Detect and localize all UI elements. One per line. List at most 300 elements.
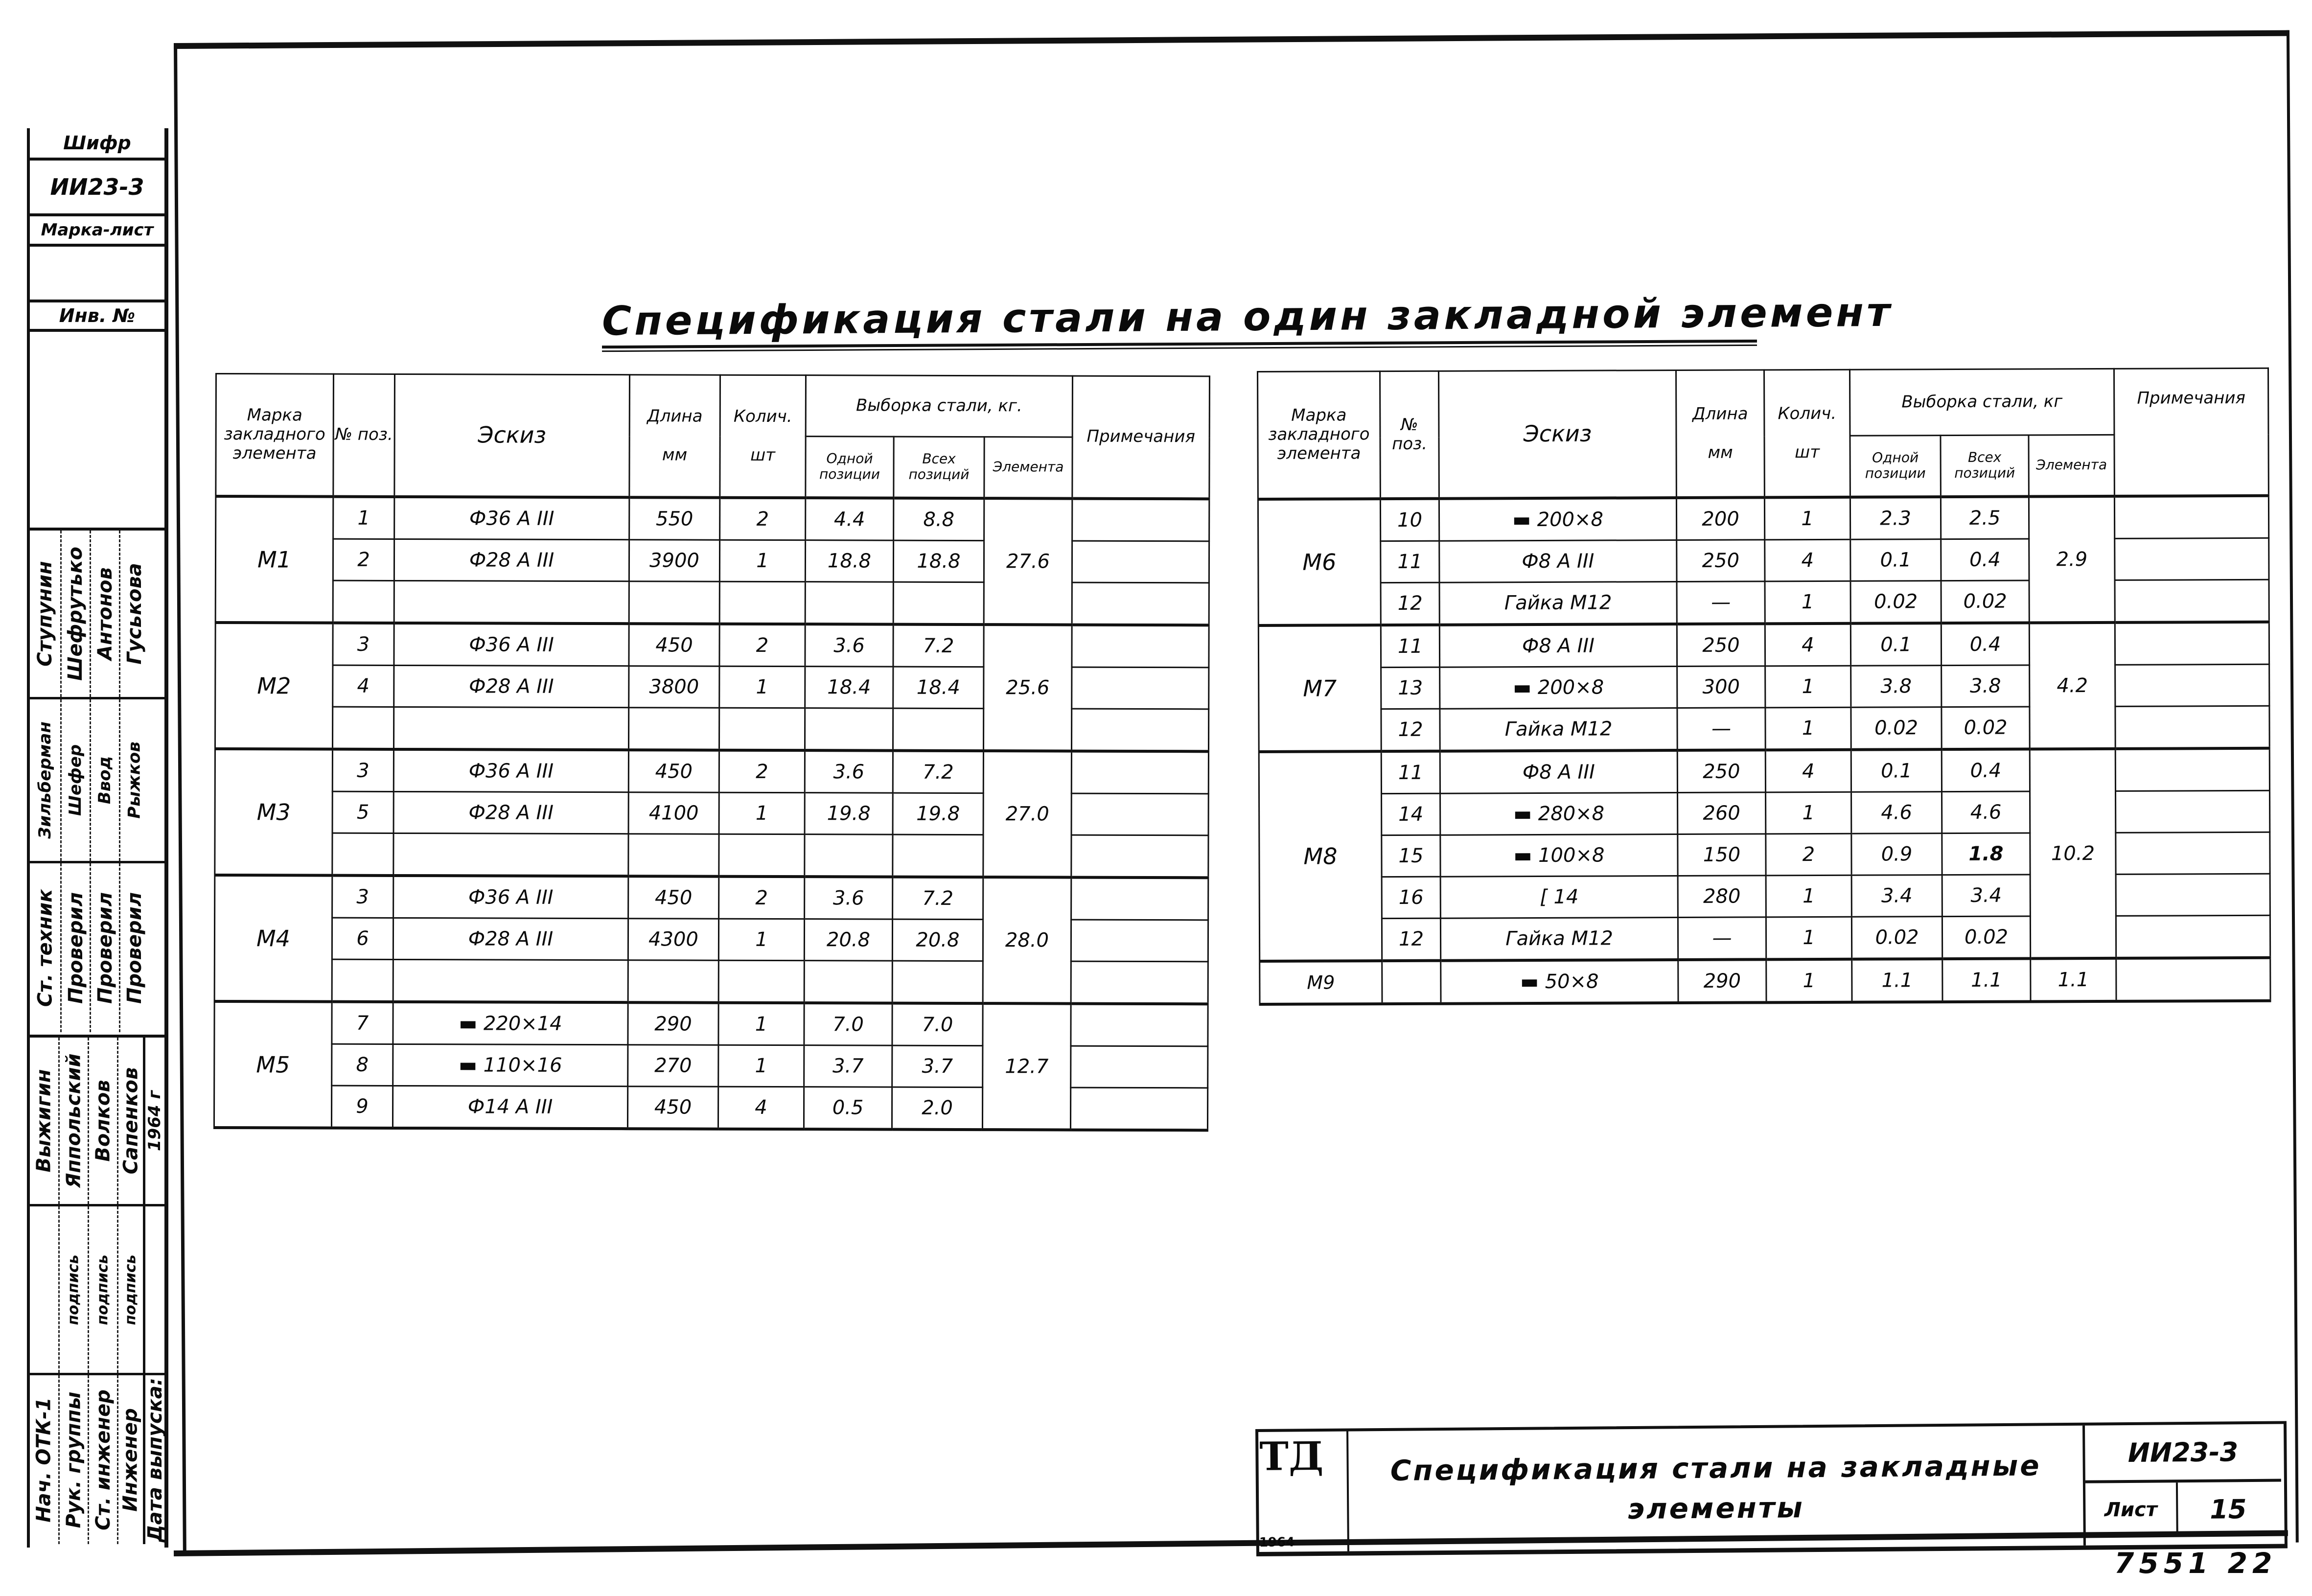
document-code: ИИ23-3 [2085,1424,2281,1483]
table-row [215,623,1209,668]
qty-cell [719,581,805,624]
element-total-cell: 27.0 [983,751,1072,877]
length-cell: 200 [1676,497,1764,540]
weight-one-cell: 0.9 [1851,833,1942,875]
col-header-mark [1258,371,1381,499]
length-cell: 300 [1677,666,1765,708]
spec-table-left [213,373,1210,1132]
pos-cell: 1 [333,496,394,539]
pos-cell: 12 [1382,918,1440,961]
element-total-cell: 12.7 [982,1003,1071,1130]
archive-number: 7551 22 [2114,1547,2277,1580]
length-cell [628,707,719,750]
note-cell [2115,538,2269,580]
qty-cell [719,834,805,877]
col-header-sketch: Эскиз [1439,370,1677,499]
length-cell: 450 [627,1086,718,1129]
header-unit: шт [1795,442,1820,462]
col-header-pos [1380,371,1439,498]
length-cell: 250 [1677,624,1765,666]
sketch-cell: Гайка М12 [1440,708,1677,751]
weight-all-cell: 0.4 [1941,538,2029,580]
element-total-cell: 25.6 [983,625,1072,751]
table-row [1259,832,2270,877]
weight-all-cell: 2.0 [892,1087,982,1130]
logo-year: 1964 [1259,1535,1295,1550]
qty-cell: 1 [719,666,805,708]
element-mark: М2 [215,623,333,749]
qty-cell: 1 [1766,875,1851,917]
weight-one-cell: 3.6 [805,877,893,919]
sketch-cell: Ф28 А III [393,791,628,833]
sketch-cell: Гайка М12 [1440,917,1678,960]
name: Яппольский [62,1053,85,1188]
sketch-cell: ▬ 50×8 [1441,960,1678,1004]
note-cell [1071,920,1208,962]
table-row [1258,495,2268,541]
header-text: Всех позиций [1954,449,2015,482]
note-cell [1072,498,1209,541]
weight-all-cell: 3.8 [1942,665,2030,707]
sketch-cell: Ф36 А III [394,496,629,539]
col-header-qty [1764,370,1850,497]
signature: Рыжков [124,741,144,819]
length-cell: 4300 [628,918,718,960]
cipher-label: Шифр [63,132,131,154]
length-cell: 450 [628,876,719,919]
table-row [1258,622,2269,668]
weight-one-cell: 4.6 [1851,791,1942,833]
table-row [1259,874,2270,919]
table-row [215,749,1208,794]
header-text: Всех позиций [908,450,970,483]
note-cell [2114,495,2268,538]
weight-all-cell: 8.8 [894,498,984,540]
qty-cell: 2 [719,624,805,666]
weight-one-cell [805,581,893,624]
length-cell [629,581,719,624]
col-header-all-pos [1941,435,2029,497]
weight-all-cell: 7.2 [893,877,983,919]
logo-icon: ТД [1259,1433,1324,1480]
element-mark: М6 [1258,499,1381,625]
element-total-cell: 1.1 [2031,958,2116,1001]
pos-cell: 11 [1381,625,1439,667]
names-section-1 [30,531,164,699]
weight-one-cell: 0.1 [1851,749,1942,792]
weight-one-cell [804,960,892,1003]
pos-cell [332,959,393,1002]
table-row [1259,664,2269,709]
pos-cell [332,833,393,876]
header-text: № поз. [335,424,393,445]
side-cell-mark-sheet [30,216,164,247]
page-title: Спецификация стали на один закладной элемент [601,289,1893,345]
header-text: Длина [1692,404,1748,424]
note-cell [1072,667,1209,709]
note-cell [1071,1003,1208,1046]
note-cell [2116,874,2270,916]
col-header-mark [216,374,334,497]
pos-cell: 8 [332,1044,393,1086]
weight-one-cell: 3.8 [1851,665,1942,707]
length-cell: 550 [629,497,720,540]
header-text: Одной позиции [1865,449,1926,482]
signature: подпись [122,1254,139,1325]
length-cell: 270 [628,1044,718,1086]
table-row [1259,748,2269,794]
col-header-steel [806,375,1072,437]
name: Гуськова [123,563,146,665]
table-row [214,1001,1208,1046]
weight-one-cell [805,834,893,877]
col-header-qty [720,375,806,497]
note-cell [1072,541,1209,583]
table-row [1259,915,2270,961]
sketch-cell: [ 14 [1440,876,1678,918]
pos-cell [332,707,393,749]
name: Выжигин [33,1069,55,1173]
col-header-steel [1850,369,2114,436]
weight-all-cell [892,961,983,1003]
element-mark: М4 [214,875,332,1002]
pos-cell [1382,960,1441,1003]
spec-table-right [1257,368,2271,1006]
pos-cell: 3 [332,875,393,918]
col-header-all-pos [894,437,984,498]
header-text: Выборка стали, кг [1901,392,2063,412]
sheet-label: Лист [2085,1482,2178,1537]
qty-cell: 1 [719,540,805,581]
weight-all-cell: 2.5 [1941,496,2029,539]
length-cell [628,833,719,876]
release-date-label: Дата выпуска: [143,1377,166,1542]
note-cell [1070,1087,1207,1130]
note-cell [2115,748,2269,791]
sheet-number: 15 [2210,1493,2247,1525]
weight-one-cell: 18.8 [805,540,893,581]
length-cell: 3900 [629,539,719,581]
note-cell [1071,877,1208,920]
length-cell: 250 [1677,750,1765,792]
length-cell: 150 [1678,833,1766,876]
sketch-cell: Ф28 А III [393,918,628,960]
sketch-cell [393,833,628,876]
role: Ст. инженер [92,1389,115,1530]
note-cell [1071,961,1208,1004]
weight-all-cell: 19.8 [893,793,983,834]
sketch-cell: Ф28 А III [394,665,629,707]
element-total-cell: 27.6 [984,498,1072,625]
header-text: Выборка стали, кг. [855,395,1022,416]
header-text: Марка закладного элемента [1268,405,1370,464]
element-total-cell: 28.0 [983,877,1071,1003]
weight-all-cell: 3.4 [1942,874,2030,916]
signature: подпись [94,1254,112,1325]
weight-all-cell: 0.4 [1942,749,2030,791]
length-cell: — [1677,707,1765,750]
sketch-cell: Ф8 А III [1439,540,1677,582]
pos-cell: 6 [332,918,393,959]
signature: Шефер [66,744,86,816]
sketch-cell: Ф28 А III [394,539,629,581]
element-total-cell: 4.2 [2029,622,2115,749]
roles-section-2 [30,1375,164,1544]
qty-cell: 1 [1766,792,1851,834]
sheet-description [1348,1426,2083,1551]
weight-all-cell: 1.1 [1942,958,2031,1002]
side-cell-empty-1 [30,247,164,302]
note-cell [2116,790,2270,833]
pos-cell: 3 [332,749,393,791]
code-value: ИИ23-3 [50,174,144,200]
weight-one-cell: 0.02 [1851,707,1942,749]
note-cell [2115,622,2269,665]
length-cell: 280 [1678,875,1766,917]
pos-cell: 3 [333,623,394,665]
header-text: Колич. [733,406,792,426]
role: Проверил [93,892,116,1004]
side-cell-cipher [30,128,164,161]
sketch-cell: ▬ 200×8 [1439,498,1676,541]
title-block [1255,1421,2288,1556]
sketch-cell: Ф36 А III [394,623,629,666]
pos-cell: 7 [332,1001,393,1044]
note-cell [1071,1046,1208,1088]
weight-one-cell: 3.6 [805,750,893,793]
weight-one-cell: 19.8 [805,792,893,834]
qty-cell: 1 [718,1002,804,1045]
sketch-cell: Ф8 А III [1439,624,1677,667]
note-cell [1071,751,1208,793]
weight-one-cell [805,708,893,750]
weight-all-cell: 20.8 [892,919,983,961]
signature: подпись [65,1254,83,1325]
release-date: 1964 г [145,1090,165,1152]
name: Ступунин [34,561,56,667]
weight-one-cell: 18.4 [805,666,893,708]
length-cell: 3800 [629,666,719,707]
signature-block-2 [30,1038,164,1547]
mark-sheet-label: Марка-лист [41,220,154,240]
qty-cell [718,960,804,1003]
pos-cell: 15 [1382,835,1440,877]
element-mark: М1 [215,496,333,623]
weight-one-cell: 3.7 [804,1045,892,1087]
weight-one-cell: 2.3 [1850,497,1941,539]
col-header-one-pos [1850,436,1941,497]
role: Нач. ОТК-1 [33,1397,55,1523]
pos-cell: 12 [1381,709,1440,751]
col-header-element: Элемента [2029,435,2114,496]
qty-cell: 4 [1765,539,1850,581]
weight-all-cell: 7.2 [893,750,983,793]
pos-cell: 4 [333,665,394,707]
table-row [1259,790,2270,835]
length-cell [628,960,718,1002]
col-header-sketch: Эскиз [394,374,630,497]
length-cell: 260 [1678,792,1766,834]
note-cell [1071,793,1208,835]
header-unit: мм [1708,442,1733,463]
header-text: Одной позиции [819,450,880,483]
weight-all-cell: 0.02 [1942,916,2030,958]
weight-one-cell: 1.1 [1852,959,1942,1002]
header-unit: шт [750,445,776,465]
element-total-cell: 10.2 [2030,748,2116,958]
weight-all-cell: 0.02 [1942,706,2030,749]
weight-all-cell: 7.2 [893,624,984,667]
qty-cell: 1 [1764,497,1850,539]
note-cell [2116,957,2270,1001]
col-header-note: Примечания [1072,376,1210,499]
qty-cell: 2 [720,497,806,540]
signature-block-1 [30,531,164,1038]
weight-all-cell [893,834,983,877]
note-cell [1071,835,1208,878]
header-text: № поз. [1391,415,1428,454]
table-row [216,496,1209,541]
qty-cell [719,708,805,750]
header-text: Марка закладного элемента [224,405,325,463]
qty-cell: 1 [718,919,804,960]
qty-cell: 2 [719,750,805,792]
weight-one-cell: 0.5 [804,1087,892,1129]
pos-cell: 14 [1382,793,1440,835]
name: Антонов [93,567,116,660]
element-total-cell: 2.9 [2029,496,2115,623]
weight-one-cell: 4.4 [806,498,894,540]
signatures-section-2 [30,1206,164,1375]
element-mark: М3 [215,749,333,876]
header-text: Длина [647,406,703,426]
col-header-pos [333,374,395,496]
sketch-cell: Ф36 А III [393,875,628,918]
sketch-cell: ▬ 220×14 [393,1001,628,1044]
table-row [1258,579,2269,625]
side-stamp [27,128,168,1548]
length-cell: — [1678,917,1766,959]
sketch-cell [393,707,628,750]
side-cell-empty-2 [30,332,164,531]
weight-all-cell: 7.0 [892,1003,983,1045]
length-cell: 290 [1678,959,1766,1003]
pos-cell: 5 [332,791,393,833]
element-mark: М9 [1260,961,1382,1004]
element-mark: М5 [214,1001,332,1128]
table-row [1260,957,2270,1004]
qty-cell: 1 [1765,666,1851,708]
pos-cell: 10 [1380,498,1439,541]
qty-cell: 1 [1766,959,1852,1002]
weight-one-cell: 0.02 [1851,916,1942,959]
signature: Ввод [95,756,115,805]
signatures-section-1 [30,699,164,863]
sketch-cell: Ф14 А III [393,1086,627,1129]
weight-all-cell: 4.6 [1942,791,2030,833]
pos-cell: 2 [333,539,394,580]
sheet-info [2082,1424,2282,1546]
weight-one-cell: 0.02 [1850,580,1941,623]
qty-cell: 2 [719,876,805,919]
qty-cell: 1 [719,792,805,834]
names-section-2 [30,1038,164,1206]
qty-cell: 1 [1766,917,1851,959]
length-cell: 290 [628,1002,718,1045]
qty-cell: 1 [1765,581,1850,624]
role: Проверил [123,892,146,1004]
header-text: Колич. [1778,403,1837,423]
weight-one-cell: 7.0 [804,1003,892,1045]
role: Проверил [64,892,87,1004]
element-mark: М8 [1259,751,1382,961]
description-line-1: Спецификация стали на закладные [1390,1449,2041,1488]
note-cell [2115,579,2269,623]
pos-cell: 9 [331,1086,393,1128]
sketch-cell: ▬ 280×8 [1440,792,1678,835]
table-row [215,875,1208,920]
sketch-cell: ▬ 110×16 [393,1044,628,1086]
weight-all-cell: 0.02 [1941,580,2029,623]
weight-one-cell: 3.6 [805,624,893,667]
qty-cell: 1 [718,1045,804,1087]
roles-section-1 [30,863,164,1032]
weight-one-cell: 3.4 [1851,875,1942,917]
weight-all-cell [893,708,983,751]
note-cell [2116,915,2270,958]
col-header-note: Примечания [2114,368,2269,496]
note-cell [1072,625,1209,667]
header-unit: мм [662,445,688,465]
name: Шефрутько [64,546,87,681]
weight-one-cell: 20.8 [804,919,892,960]
weight-all-cell: 18.8 [893,540,984,582]
sketch-cell [394,580,629,624]
length-cell: — [1677,581,1765,624]
pos-cell: 11 [1381,541,1439,582]
name: Волков [92,1080,115,1162]
description-line-2: элементы [1627,1490,1805,1526]
logo-cell [1258,1432,1349,1552]
sketch-cell: Ф8 А III [1440,750,1677,793]
sketch-cell: ▬ 200×8 [1440,666,1677,709]
table-row [1259,706,2269,752]
col-header-one-pos [806,437,894,498]
note-cell [2115,664,2269,706]
weight-all-cell: 3.7 [892,1045,983,1087]
weight-all-cell: 1.8 [1942,833,2030,875]
element-mark: М7 [1258,625,1381,752]
qty-cell: 4 [718,1087,804,1129]
inv-no-label: Инв. № [59,305,136,326]
weight-one-cell: 0.1 [1850,623,1941,666]
note-cell [2115,706,2269,749]
pos-cell: 11 [1381,751,1440,793]
side-cell-inv-no [30,302,164,332]
col-header-length [629,375,720,497]
role: Инженер [119,1408,142,1512]
qty-cell: 1 [1765,707,1851,750]
weight-all-cell [893,582,984,625]
sketch-cell: ▬ 100×8 [1440,834,1678,877]
table-row [1258,538,2269,583]
note-cell [1072,582,1209,625]
pos-cell: 13 [1381,667,1440,709]
qty-cell: 2 [1766,833,1851,876]
weight-all-cell: 18.4 [893,667,984,708]
note-cell [2116,832,2270,874]
qty-cell: 4 [1765,623,1850,666]
